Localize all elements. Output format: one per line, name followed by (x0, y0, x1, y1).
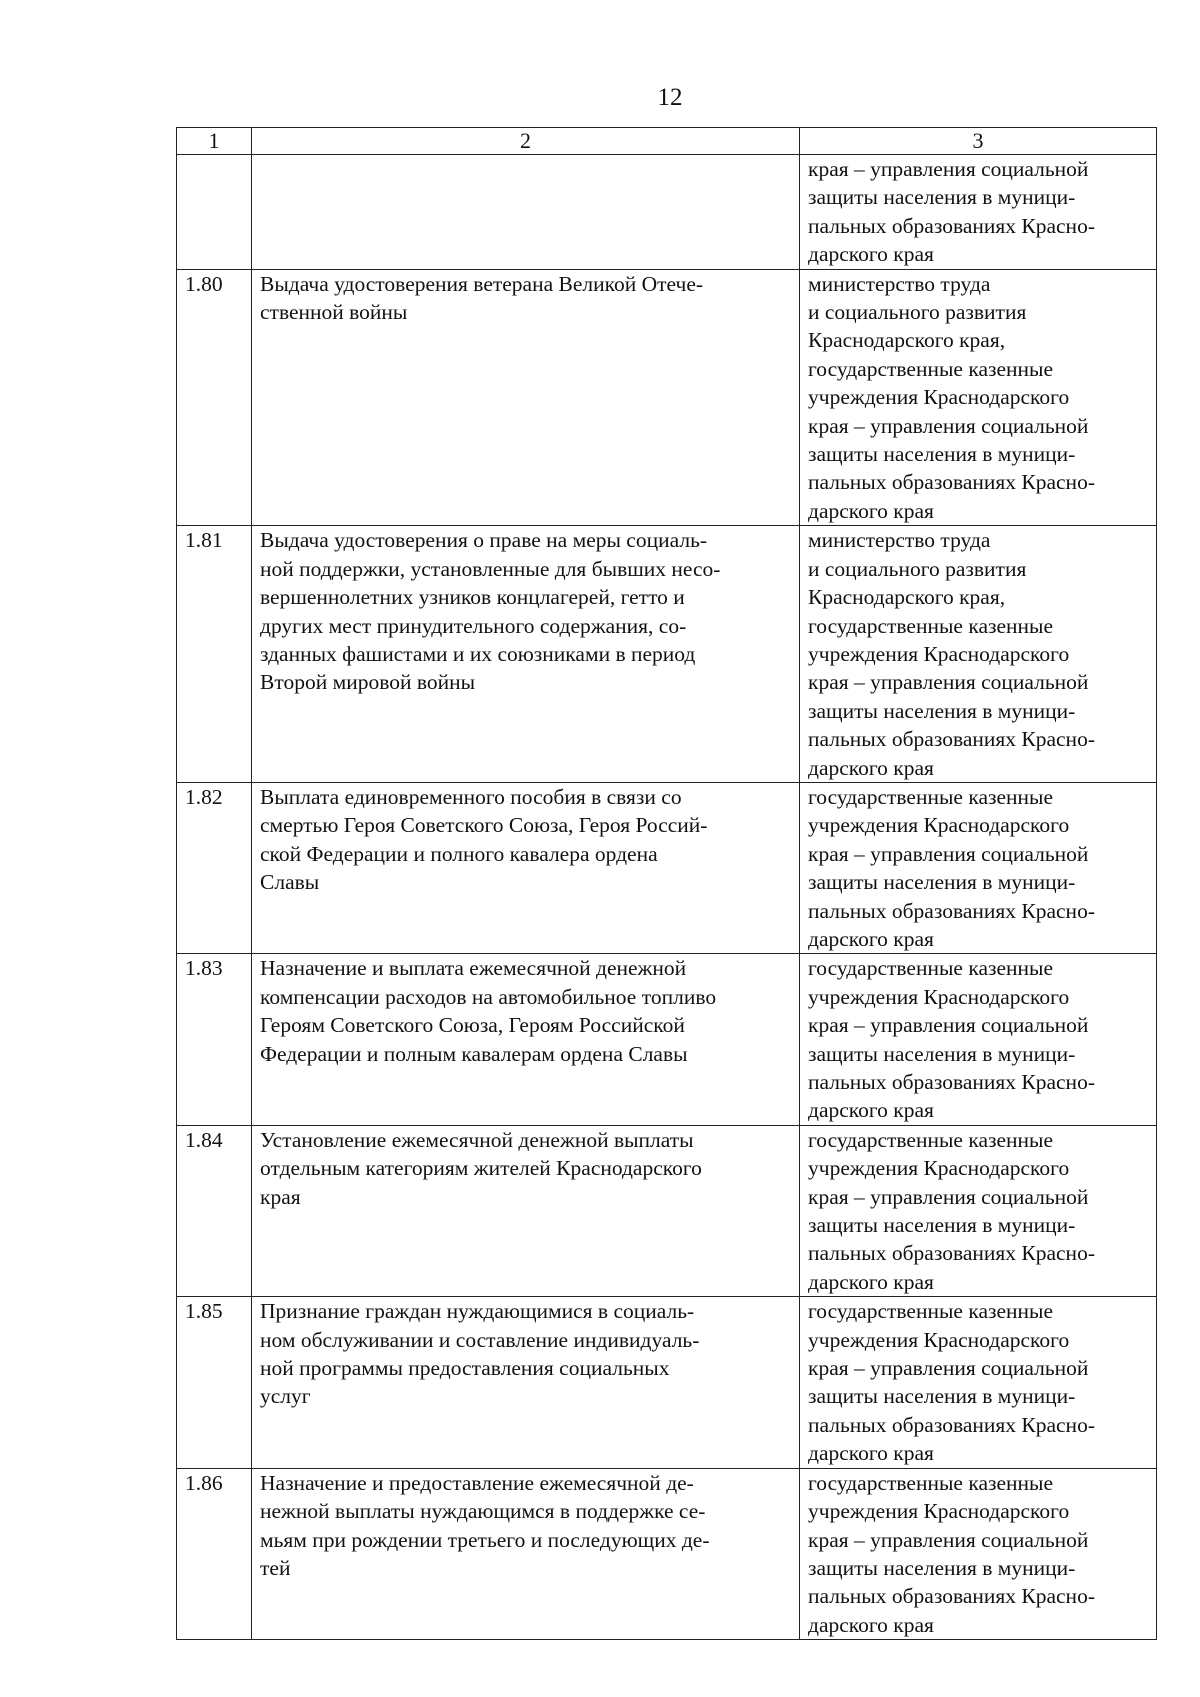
authority-line: защиты населения в муници- (808, 870, 1076, 895)
authority-line: пальных образованиях Красно- (808, 1241, 1095, 1266)
service-name-line: других мест принудительного содержания, со- (260, 613, 687, 638)
authority-cell (800, 1297, 1157, 1468)
service-name-cell (252, 1297, 800, 1468)
row-number: 1.83 (177, 954, 252, 1125)
authority-line: государственные казенные (808, 1299, 1054, 1324)
service-name-cell (252, 782, 800, 953)
authority-line: защиты населения в муници- (808, 1555, 1076, 1580)
service-name-line: Назначение и предоставление ежемесячной де- (260, 1470, 694, 1495)
authority-line: защиты населения в муници- (808, 1041, 1076, 1066)
service-name-line: ственной войны (260, 300, 408, 325)
services-table (176, 127, 1157, 1640)
authority-line: учреждения Краснодарского (808, 813, 1070, 838)
authority-line: края – управления социальной (808, 841, 1089, 866)
row-number (177, 155, 252, 270)
authority-line: пальных образованиях Красно- (808, 1584, 1095, 1609)
authority-cell (800, 269, 1157, 526)
row-number: 1.86 (177, 1468, 252, 1639)
authority-line: и социального развития (808, 300, 1027, 325)
service-name-line: Героям Советского Союза, Героям Российской (260, 1013, 685, 1038)
row-number: 1.80 (177, 269, 252, 526)
table-body (177, 128, 1157, 1640)
authority-line: края – управления социальной (808, 1356, 1089, 1381)
authority-line: учреждения Краснодарского (808, 1499, 1070, 1524)
authority-line: края – управления социальной (808, 1527, 1089, 1552)
service-name-line: ной поддержки, установленные для бывших несо- (260, 556, 721, 581)
authority-line: защиты населения в муници- (808, 1384, 1076, 1409)
service-name-cell (252, 526, 800, 783)
authority-line: государственные казенные (808, 356, 1054, 381)
table-row (177, 1297, 1157, 1468)
row-number: 1.82 (177, 782, 252, 953)
authority-line: учреждения Краснодарского (808, 1156, 1070, 1181)
service-name-line: компенсации расходов на автомобильное топливо (260, 984, 717, 1009)
authority-line: дарского края (808, 926, 934, 951)
authority-line: государственные казенные (808, 784, 1054, 809)
authority-line: края – управления социальной (808, 1184, 1089, 1209)
service-name-line: Выдача удостоверения о праве на меры социаль- (260, 528, 708, 553)
table-header-row (177, 128, 1157, 155)
authority-line: учреждения Краснодарского (808, 641, 1070, 666)
service-name-cell (252, 1125, 800, 1296)
authority-line: пальных образованиях Красно- (808, 1412, 1095, 1437)
service-name-line: Выплата единовременного пособия в связи со (260, 784, 682, 809)
authority-line: дарского края (808, 1612, 934, 1637)
service-name-cell (252, 1468, 800, 1639)
authority-line: учреждения Краснодарского (808, 385, 1070, 410)
service-name-line: услуг (260, 1384, 311, 1409)
service-name-line: мьям при рождении третьего и последующих де- (260, 1527, 710, 1552)
authority-line: дарского края (808, 498, 934, 523)
authority-line: Краснодарского края, (808, 585, 1006, 610)
table-row (177, 1125, 1157, 1296)
authority-cell (800, 954, 1157, 1125)
table-row (177, 782, 1157, 953)
authority-line: министерство труда (808, 271, 991, 296)
table-row (177, 954, 1157, 1125)
authority-line: дарского края (808, 755, 934, 780)
row-number: 1.81 (177, 526, 252, 783)
authority-line: и социального развития (808, 556, 1027, 581)
service-name-cell (252, 954, 800, 1125)
authority-line: пальных образованиях Красно- (808, 213, 1095, 238)
authority-line: государственные казенные (808, 956, 1054, 981)
header-col-1: 1 (177, 128, 252, 155)
table-row (177, 269, 1157, 526)
authority-line: дарского края (808, 1269, 934, 1294)
authority-line: дарского края (808, 1441, 934, 1466)
service-name-line: ской Федерации и полного кавалера ордена (260, 841, 658, 866)
authority-cell (800, 1125, 1157, 1296)
authority-cell (800, 526, 1157, 783)
header-col-2: 2 (252, 128, 800, 155)
table-row (177, 1468, 1157, 1639)
service-name-line: нежной выплаты нуждающимся в поддержке се- (260, 1499, 706, 1524)
service-name-line: отдельным категориям жителей Краснодарского (260, 1156, 702, 1181)
authority-line: края – управления социальной (808, 157, 1089, 181)
authority-line: Краснодарского края, (808, 328, 1006, 353)
service-name-cell (252, 269, 800, 526)
service-name-line: Признание граждан нуждающимися в социаль- (260, 1299, 695, 1324)
authority-line: пальных образованиях Красно- (808, 727, 1095, 752)
row-number: 1.85 (177, 1297, 252, 1468)
authority-line: пальных образованиях Красно- (808, 898, 1095, 923)
service-name-line: вершеннолетних узников концлагерей, гетто и (260, 585, 685, 610)
service-name-cell (252, 155, 800, 270)
authority-line: пальных образованиях Красно- (808, 1070, 1095, 1094)
page-number: 12 (657, 84, 683, 111)
authority-line: защиты населения в муници- (808, 1213, 1076, 1238)
authority-line: дарского края (808, 242, 934, 267)
authority-line: дарского края (808, 1098, 934, 1123)
service-name-line: тей (260, 1555, 291, 1580)
row-number: 1.84 (177, 1125, 252, 1296)
authority-line: министерство труда (808, 528, 991, 553)
authority-line: защиты населения в муници- (808, 185, 1076, 210)
service-name-line: ной программы предоставления социальных (260, 1356, 670, 1381)
table-row (177, 526, 1157, 783)
authority-line: государственные казенные (808, 613, 1054, 638)
service-name-line: Второй мировой войны (260, 670, 476, 695)
authority-cell (800, 155, 1157, 270)
service-name-line: зданных фашистами и их союзниками в период (260, 641, 696, 666)
authority-line: государственные казенные (808, 1470, 1054, 1495)
service-name-line: Федерации и полным кавалерам ордена Славы (260, 1041, 688, 1066)
authority-line: края – управления социальной (808, 670, 1089, 695)
authority-line: государственные казенные (808, 1127, 1054, 1152)
authority-cell (800, 782, 1157, 953)
authority-line: края – управления социальной (808, 413, 1089, 438)
authority-line: защиты населения в муници- (808, 442, 1076, 467)
authority-line: защиты населения в муници- (808, 698, 1076, 723)
table-row (177, 155, 1157, 270)
header-col-3: 3 (800, 128, 1157, 155)
authority-cell (800, 1468, 1157, 1639)
service-name-line: смертью Героя Советского Союза, Героя Россий- (260, 813, 708, 838)
authority-line: учреждения Краснодарского (808, 984, 1070, 1009)
authority-line: пальных образованиях Красно- (808, 470, 1095, 495)
service-name-line: Установление ежемесячной денежной выплаты (260, 1127, 694, 1152)
authority-line: учреждения Краснодарского (808, 1327, 1070, 1352)
service-name-line: края (260, 1184, 301, 1209)
service-name-line: ном обслуживании и составление индивидуаль- (260, 1327, 700, 1352)
authority-line: края – управления социальной (808, 1013, 1089, 1038)
service-name-line: Назначение и выплата ежемесячной денежной (260, 956, 687, 981)
service-name-line: Выдача удостоверения ветерана Великой Отече- (260, 271, 704, 296)
service-name-line: Славы (260, 870, 320, 895)
